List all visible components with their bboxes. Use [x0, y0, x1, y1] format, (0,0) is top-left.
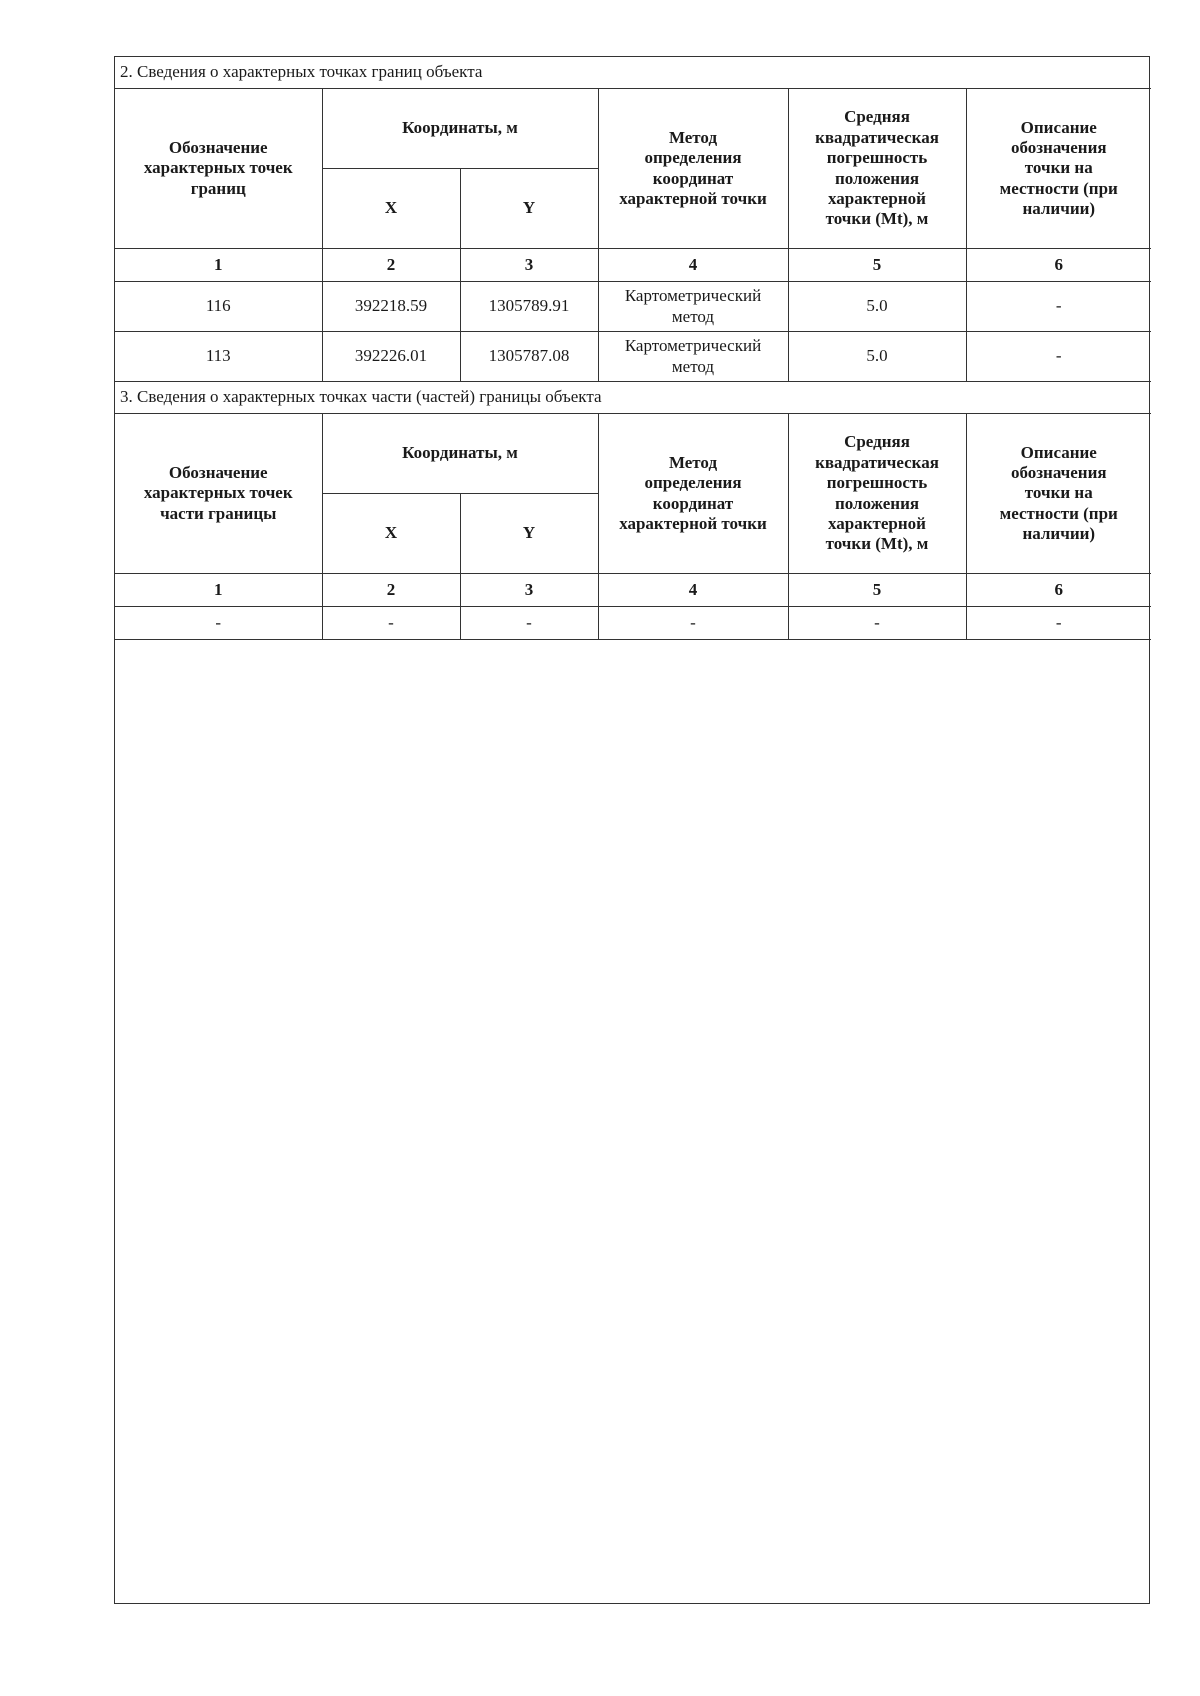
header-y: Y: [460, 169, 598, 249]
method: Картометрический метод: [598, 332, 788, 382]
method: Картометрический метод: [598, 282, 788, 332]
column-number: 3: [460, 249, 598, 282]
header-designation: Обозначение характерных точек части границы: [115, 414, 322, 574]
header-designation: Обозначение характерных точек границ: [115, 89, 322, 249]
header-y: Y: [460, 494, 598, 574]
header-mean-error: Средняя квадратическая погрешность положения характерной точки (Mt), м: [788, 414, 966, 574]
header-description: Описание обозначения точки на местности (при наличии): [966, 89, 1151, 249]
point-id: 113: [115, 332, 322, 382]
mean-error: 5.0: [788, 282, 966, 332]
coord-y: 1305789.91: [460, 282, 598, 332]
column-number: 6: [966, 249, 1151, 282]
column-number: 5: [788, 574, 966, 607]
column-number: 3: [460, 574, 598, 607]
table-row: [115, 607, 1151, 640]
coord-x: -: [322, 607, 460, 640]
header-coordinates: Координаты, м: [322, 414, 598, 494]
column-number: 6: [966, 574, 1151, 607]
mean-error: 5.0: [788, 332, 966, 382]
table-row: [115, 282, 1151, 332]
method: -: [598, 607, 788, 640]
column-number: 1: [115, 574, 322, 607]
section-3-title: 3. Сведения о характерных точках части (частей) границы объекта: [115, 382, 1151, 414]
point-id: 116: [115, 282, 322, 332]
coord-y: -: [460, 607, 598, 640]
point-id: -: [115, 607, 322, 640]
table-row: [115, 332, 1151, 382]
coord-x: 392226.01: [322, 332, 460, 382]
section-2-title: 2. Сведения о характерных точках границ объекта: [115, 57, 1151, 89]
column-number: 4: [598, 574, 788, 607]
header-x: X: [322, 169, 460, 249]
coord-y: 1305787.08: [460, 332, 598, 382]
description: -: [966, 282, 1151, 332]
header-method: Метод определения координат характерной точки: [598, 89, 788, 249]
description: -: [966, 332, 1151, 382]
column-number: 1: [115, 249, 322, 282]
document-sheet: [114, 56, 1150, 1604]
description: -: [966, 607, 1151, 640]
header-x: X: [322, 494, 460, 574]
column-number: 2: [322, 249, 460, 282]
header-coordinates: Координаты, м: [322, 89, 598, 169]
mean-error: -: [788, 607, 966, 640]
coord-x: 392218.59: [322, 282, 460, 332]
header-mean-error: Средняя квадратическая погрешность положения характерной точки (Mt), м: [788, 89, 966, 249]
column-number: 4: [598, 249, 788, 282]
header-method: Метод определения координат характерной точки: [598, 414, 788, 574]
header-description: Описание обозначения точки на местности (при наличии): [966, 414, 1151, 574]
column-number: 2: [322, 574, 460, 607]
points-table: [115, 57, 1151, 640]
column-number: 5: [788, 249, 966, 282]
